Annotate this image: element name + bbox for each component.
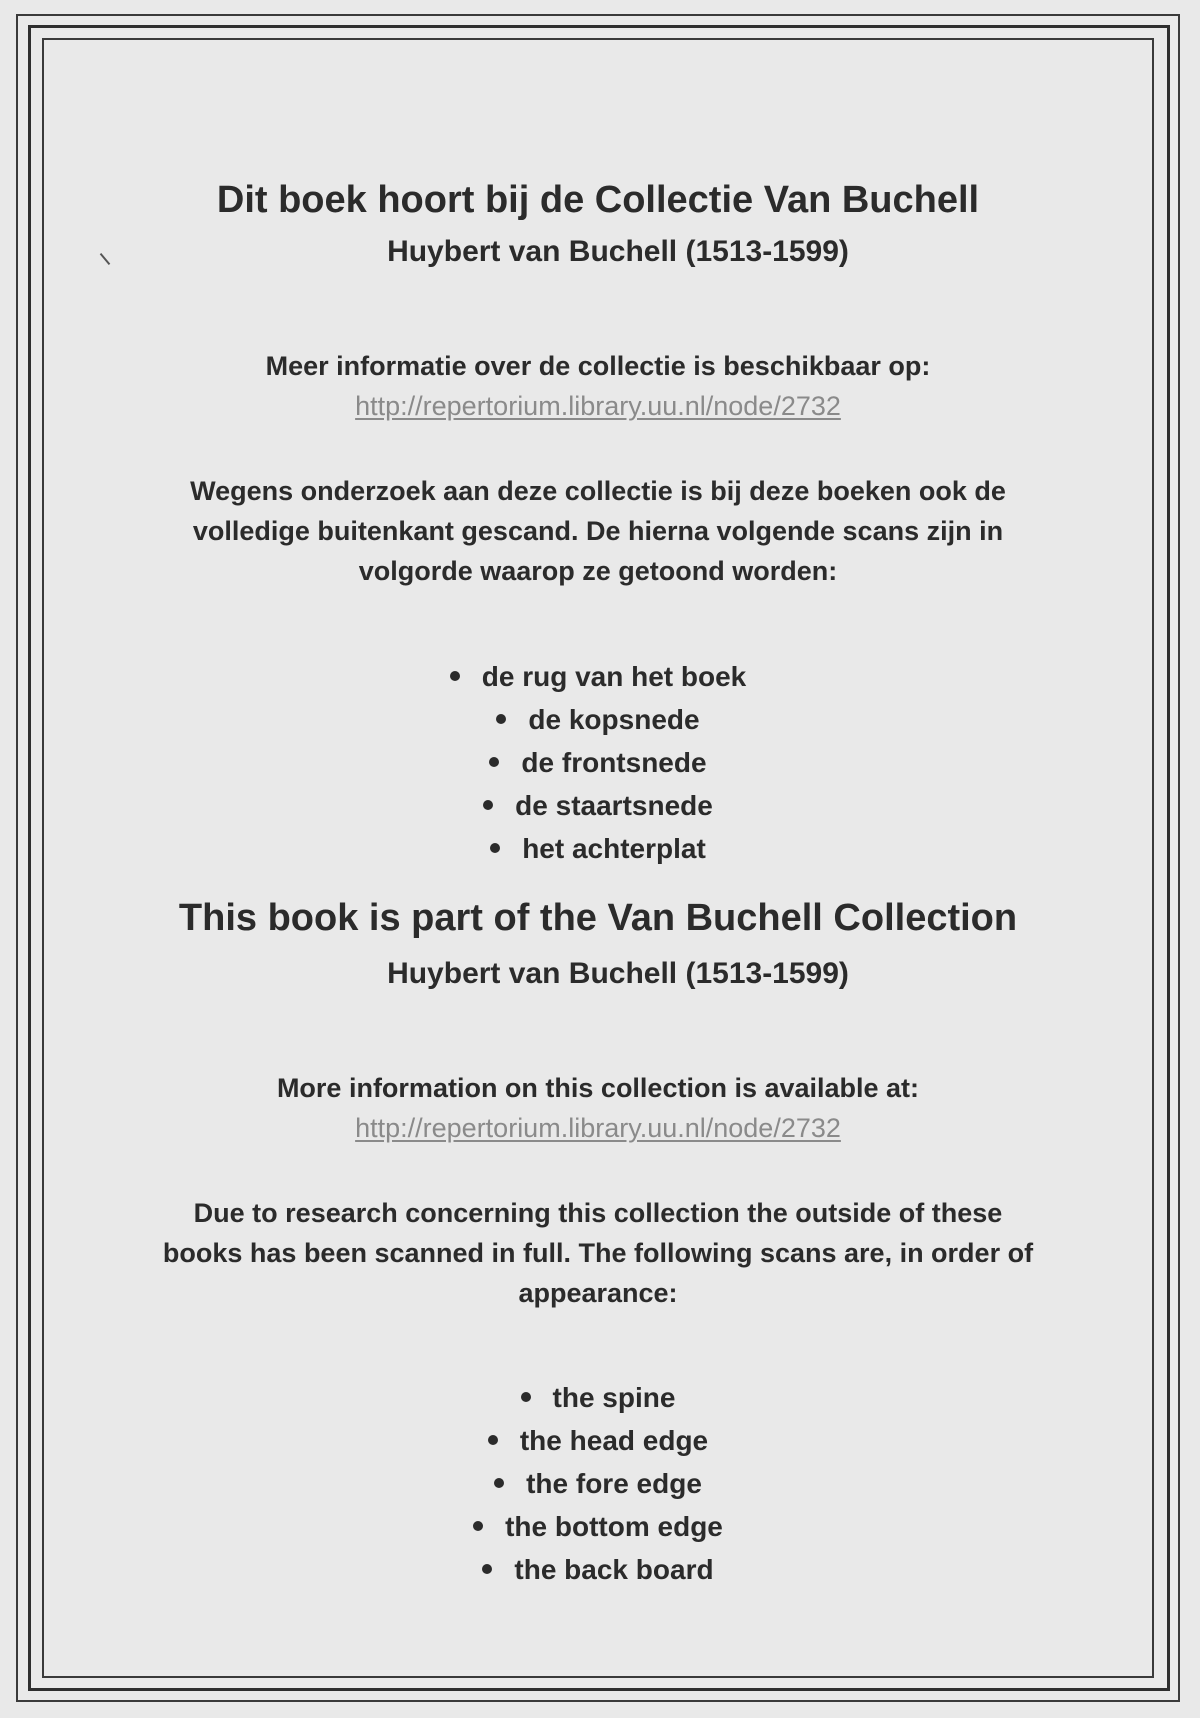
- list-item: the spine: [42, 1376, 1154, 1419]
- dutch-collection-link[interactable]: http://repertorium.library.uu.nl/node/2732: [355, 391, 841, 421]
- list-item: de rug van het boek: [42, 655, 1154, 698]
- bullet-icon: [494, 1478, 504, 1488]
- bullet-icon: [489, 757, 499, 767]
- list-item: het achterplat: [42, 827, 1154, 870]
- list-item: de kopsnede: [42, 698, 1154, 741]
- dutch-subtitle: Huybert van Buchell (1513-1599): [387, 235, 849, 268]
- dutch-scan-list: [42, 655, 1154, 870]
- bullet-icon: [488, 1435, 498, 1445]
- list-item: de staartsnede: [42, 784, 1154, 827]
- dutch-title: Dit boek hoort bij de Collectie Van Buchell: [216, 179, 980, 221]
- english-scan-list: [42, 1376, 1154, 1591]
- bullet-icon: [450, 671, 460, 681]
- english-info-label: More information on this collection is available at:: [276, 1073, 920, 1103]
- notice-content: [42, 38, 1154, 1678]
- dutch-paragraph-line: volledige buitenkant gescand. De hierna volgende scans zijn in: [192, 516, 1004, 546]
- bullet-icon: [490, 843, 500, 853]
- english-collection-link[interactable]: http://repertorium.library.uu.nl/node/2732: [355, 1113, 841, 1143]
- dutch-paragraph-line: Wegens onderzoek aan deze collectie is bij deze boeken ook de: [190, 476, 1006, 506]
- list-item: the fore edge: [42, 1462, 1154, 1505]
- bullet-icon: [482, 1564, 492, 1574]
- english-paragraph-line: appearance:: [518, 1278, 678, 1308]
- dutch-paragraph: [102, 471, 1094, 591]
- dutch-paragraph-line: volgorde waarop ze getoond worden:: [358, 556, 838, 586]
- list-item: the head edge: [42, 1419, 1154, 1462]
- bullet-icon: [521, 1392, 531, 1402]
- list-item: the back board: [42, 1548, 1154, 1591]
- bullet-icon: [483, 800, 493, 810]
- list-item: the bottom edge: [42, 1505, 1154, 1548]
- bullet-icon: [473, 1521, 483, 1531]
- english-paragraph-line: books has been scanned in full. The following scans are, in order of: [162, 1238, 1034, 1268]
- english-subtitle: Huybert van Buchell (1513-1599): [387, 957, 849, 990]
- english-paragraph: [102, 1193, 1094, 1313]
- english-title: This book is part of the Van Buchell Collection: [178, 897, 1018, 939]
- dutch-info-label: Meer informatie over de collectie is beschikbaar op:: [265, 351, 931, 381]
- list-item: de frontsnede: [42, 741, 1154, 784]
- bullet-icon: [496, 714, 506, 724]
- english-paragraph-line: Due to research concerning this collection the outside of these: [193, 1198, 1003, 1228]
